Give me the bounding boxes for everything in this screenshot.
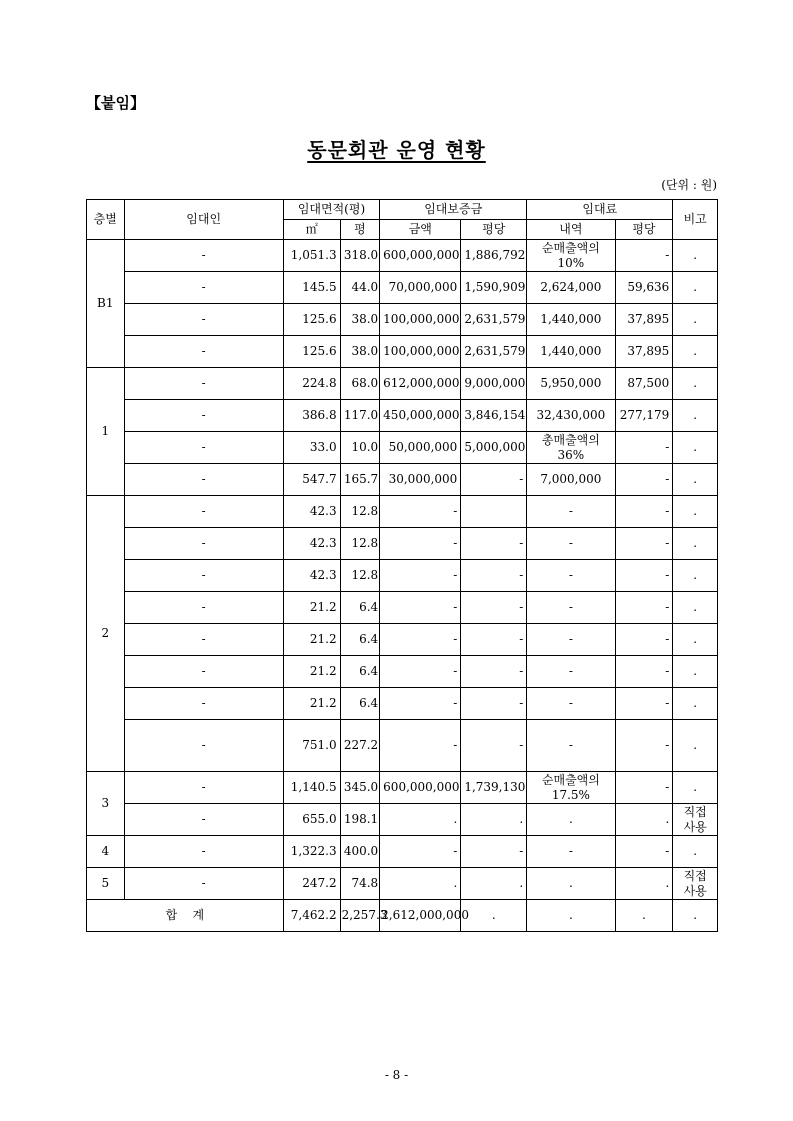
rent-detail-cell: 총매출액의 36% [527,432,615,464]
deposit-amount-cell: . [380,868,461,900]
table-row [87,720,718,772]
remark-cell: . [673,772,718,804]
total-m2: 7,462.2 [283,900,340,932]
rent-per-py-cell: - [615,464,673,496]
deposit-amount-cell: 70,000,000 [380,272,461,304]
remark-cell: . [673,624,718,656]
rent-detail-cell: 1,440,000 [527,336,615,368]
header-deposit: 임대보증금 [380,200,527,220]
attachment-label: 【붙임】 [86,94,145,112]
table-row [87,496,718,528]
total-label: 합 계 [87,900,284,932]
deposit-per-py-cell: 5,000,000 [461,432,527,464]
deposit-per-py-cell: - [461,836,527,868]
deposit-per-py-cell: 1,739,130 [461,772,527,804]
area-m2-cell: 1,322.3 [283,836,340,868]
remark-cell: . [673,432,718,464]
area-py-cell: 68.0 [340,368,380,400]
remark-cell: . [673,304,718,336]
table-row [87,656,718,688]
area-py-cell: 165.7 [340,464,380,496]
floor-cell: 4 [87,836,125,868]
rent-detail-cell: 2,624,000 [527,272,615,304]
operation-status-table [86,199,718,932]
area-py-cell: 38.0 [340,336,380,368]
page-number: - 8 - [384,1068,409,1082]
tenant-cell: - [124,720,283,772]
table-row [87,560,718,592]
remark-cell: 직접 사용 [673,868,718,900]
floor-cell: B1 [87,240,125,368]
area-m2-cell: 655.0 [283,804,340,836]
rent-per-py-cell: - [615,560,673,592]
tenant-cell: - [124,496,283,528]
deposit-amount-cell: 50,000,000 [380,432,461,464]
rent-detail-cell: . [527,804,615,836]
table-row [87,688,718,720]
deposit-per-py-cell: 9,000,000 [461,368,527,400]
deposit-per-py-cell: - [461,656,527,688]
deposit-amount-cell: . [380,804,461,836]
deposit-amount-cell: - [380,560,461,592]
area-py-cell: 117.0 [340,400,380,432]
deposit-amount-cell: - [380,688,461,720]
area-m2-cell: 547.7 [283,464,340,496]
floor-cell: 1 [87,368,125,496]
tenant-cell: - [124,464,283,496]
total-rent-per-py: . [615,900,673,932]
deposit-per-py-cell: - [461,624,527,656]
deposit-per-py-cell: - [461,528,527,560]
remark-cell: . [673,272,718,304]
rent-detail-cell: - [527,836,615,868]
total-row [87,900,718,932]
floor-cell: 5 [87,868,125,900]
rent-detail-cell: - [527,688,615,720]
remark-cell: . [673,368,718,400]
rent-per-py-cell: - [615,624,673,656]
deposit-amount-cell: - [380,496,461,528]
area-py-cell: 12.8 [340,528,380,560]
rent-detail-cell: . [527,868,615,900]
rent-detail-cell: - [527,592,615,624]
total-note: . [673,900,718,932]
area-m2-cell: 42.3 [283,496,340,528]
area-m2-cell: 125.6 [283,304,340,336]
rent-per-py-cell: - [615,432,673,464]
remark-cell: . [673,464,718,496]
area-m2-cell: 1,051.3 [283,240,340,272]
tenant-cell: - [124,560,283,592]
remark-cell: . [673,720,718,772]
rent-per-py-cell: 87,500 [615,368,673,400]
header-floor: 층별 [87,200,125,240]
deposit-per-py-cell: - [461,720,527,772]
remark-cell: . [673,688,718,720]
deposit-amount-cell: 450,000,000 [380,400,461,432]
table-row [87,592,718,624]
total-rent: . [527,900,615,932]
deposit-per-py-cell: . [461,868,527,900]
table-row [87,804,718,836]
deposit-amount-cell: - [380,624,461,656]
area-m2-cell: 42.3 [283,528,340,560]
area-py-cell: 318.0 [340,240,380,272]
rent-detail-cell: - [527,656,615,688]
rent-per-py-cell: - [615,656,673,688]
table-row [87,464,718,496]
total-deposit: 2,612,000,000 [380,900,461,932]
rent-per-py-cell: - [615,688,673,720]
unit-note: (단위 : 원) [661,178,717,192]
rent-detail-cell: - [527,528,615,560]
area-py-cell: 12.8 [340,560,380,592]
area-m2-cell: 386.8 [283,400,340,432]
rent-per-py-cell: - [615,496,673,528]
rent-detail-cell: - [527,496,615,528]
area-py-cell: 44.0 [340,272,380,304]
remark-cell: . [673,400,718,432]
rent-detail-cell: 7,000,000 [527,464,615,496]
page-title: 동문회관 운영 현황 [307,138,486,162]
rent-detail-cell: 5,950,000 [527,368,615,400]
deposit-amount-cell: 612,000,000 [380,368,461,400]
area-py-cell: 345.0 [340,772,380,804]
rent-detail-cell: 순매출액의 10% [527,240,615,272]
area-py-cell: 227.2 [340,720,380,772]
remark-cell: . [673,336,718,368]
tenant-cell: - [124,688,283,720]
area-py-cell: 10.0 [340,432,380,464]
rent-per-py-cell: - [615,772,673,804]
rent-per-py-cell: . [615,868,673,900]
tenant-cell: - [124,400,283,432]
deposit-per-py-cell: - [461,592,527,624]
area-m2-cell: 42.3 [283,560,340,592]
header-rent-detail: 내역 [527,220,615,240]
table-row [87,772,718,804]
rent-per-py-cell: . [615,804,673,836]
table-row [87,624,718,656]
deposit-per-py-cell [461,496,527,528]
area-py-cell: 38.0 [340,304,380,336]
remark-cell: 직접 사용 [673,804,718,836]
area-py-cell: 400.0 [340,836,380,868]
header-deposit-per-py: 평당 [461,220,527,240]
table-row [87,868,718,900]
rent-per-py-cell: 37,895 [615,304,673,336]
remark-cell: . [673,240,718,272]
rent-per-py-cell: 37,895 [615,336,673,368]
deposit-per-py-cell: - [461,560,527,592]
tenant-cell: - [124,528,283,560]
area-m2-cell: 21.2 [283,688,340,720]
deposit-amount-cell: - [380,528,461,560]
total-deposit-per-py: . [461,900,527,932]
deposit-per-py-cell: 3,846,154 [461,400,527,432]
rent-detail-cell: 32,430,000 [527,400,615,432]
table-row [87,368,718,400]
area-m2-cell: 145.5 [283,272,340,304]
tenant-cell: - [124,368,283,400]
deposit-amount-cell: - [380,592,461,624]
header-remarks: 비고 [673,200,718,240]
remark-cell: . [673,496,718,528]
rent-detail-cell: - [527,560,615,592]
deposit-per-py-cell: 2,631,579 [461,336,527,368]
tenant-cell: - [124,772,283,804]
header-deposit-amount: 금액 [380,220,461,240]
area-m2-cell: 125.6 [283,336,340,368]
deposit-per-py-cell: 2,631,579 [461,304,527,336]
tenant-cell: - [124,804,283,836]
area-py-cell: 6.4 [340,592,380,624]
area-m2-cell: 21.2 [283,592,340,624]
table-row [87,432,718,464]
area-m2-cell: 33.0 [283,432,340,464]
deposit-amount-cell: - [380,720,461,772]
table-row [87,240,718,272]
header-area-py: 평 [340,220,380,240]
area-py-cell: 198.1 [340,804,380,836]
rent-per-py-cell: - [615,592,673,624]
tenant-cell: - [124,656,283,688]
tenant-cell: - [124,304,283,336]
rent-detail-cell: - [527,720,615,772]
area-m2-cell: 751.0 [283,720,340,772]
total-py: 2,257.3 [340,900,380,932]
tenant-cell: - [124,432,283,464]
table-row [87,336,718,368]
header-rent: 임대료 [527,200,673,220]
deposit-per-py-cell: . [461,804,527,836]
table-row [87,528,718,560]
tenant-cell: - [124,836,283,868]
deposit-amount-cell: 600,000,000 [380,240,461,272]
header-rent-per-py: 평당 [615,220,673,240]
remark-cell: . [673,560,718,592]
area-py-cell: 6.4 [340,624,380,656]
remark-cell: . [673,528,718,560]
table-row [87,304,718,336]
area-py-cell: 6.4 [340,688,380,720]
table-row [87,272,718,304]
header-area: 임대면적(평) [283,200,379,220]
header-tenant: 임대인 [124,200,283,240]
rent-per-py-cell: - [615,720,673,772]
remark-cell: . [673,656,718,688]
tenant-cell: - [124,240,283,272]
area-py-cell: 12.8 [340,496,380,528]
rent-per-py-cell: - [615,836,673,868]
deposit-amount-cell: - [380,836,461,868]
rent-per-py-cell: 59,636 [615,272,673,304]
deposit-per-py-cell: - [461,688,527,720]
tenant-cell: - [124,592,283,624]
rent-per-py-cell: - [615,528,673,560]
deposit-amount-cell: 30,000,000 [380,464,461,496]
remark-cell: . [673,836,718,868]
deposit-amount-cell: 100,000,000 [380,304,461,336]
deposit-per-py-cell: - [461,464,527,496]
tenant-cell: - [124,868,283,900]
header-area-m2: ㎡ [283,220,340,240]
deposit-per-py-cell: 1,590,909 [461,272,527,304]
area-m2-cell: 1,140.5 [283,772,340,804]
table-row [87,836,718,868]
area-m2-cell: 224.8 [283,368,340,400]
rent-detail-cell: 순매출액의 17.5% [527,772,615,804]
deposit-amount-cell: - [380,656,461,688]
rent-detail-cell: - [527,624,615,656]
deposit-per-py-cell: 1,886,792 [461,240,527,272]
table-row [87,400,718,432]
area-m2-cell: 21.2 [283,624,340,656]
deposit-amount-cell: 600,000,000 [380,772,461,804]
tenant-cell: - [124,336,283,368]
remark-cell: . [673,592,718,624]
floor-cell: 3 [87,772,125,836]
area-m2-cell: 247.2 [283,868,340,900]
rent-per-py-cell: 277,179 [615,400,673,432]
area-m2-cell: 21.2 [283,656,340,688]
rent-per-py-cell: - [615,240,673,272]
rent-detail-cell: 1,440,000 [527,304,615,336]
deposit-amount-cell: 100,000,000 [380,336,461,368]
floor-cell: 2 [87,496,125,772]
tenant-cell: - [124,624,283,656]
area-py-cell: 74.8 [340,868,380,900]
tenant-cell: - [124,272,283,304]
area-py-cell: 6.4 [340,656,380,688]
